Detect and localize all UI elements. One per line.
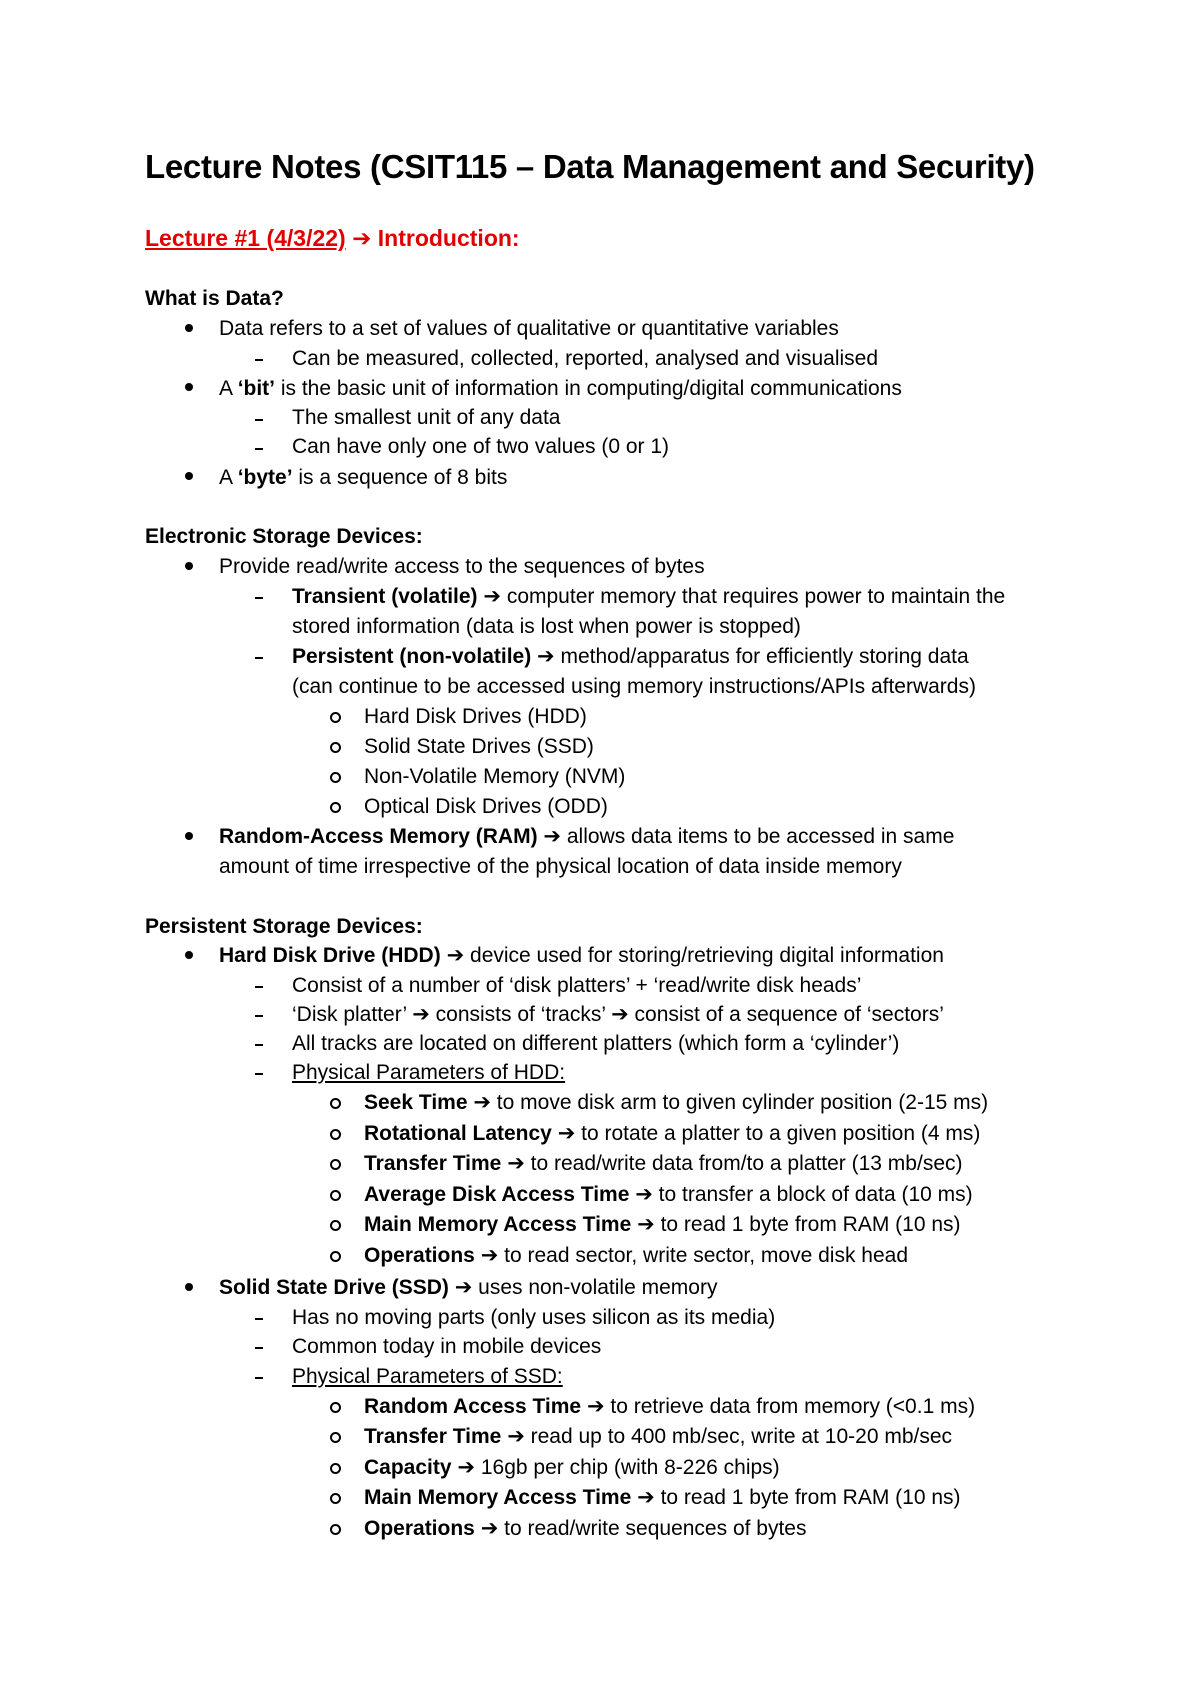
dash-icon [255, 1044, 263, 1046]
circle-bullet-icon [330, 1463, 341, 1474]
arrow-icon: ➔ [412, 1003, 430, 1026]
section-heading-esd: Electronic Storage Devices: [145, 525, 423, 548]
list-item: Hard Disk Drives (HDD) [364, 705, 587, 728]
dash-icon [255, 657, 263, 659]
list-item: Main Memory Access Time ➔ to read 1 byte from RAM (10 ns) [364, 1486, 961, 1509]
list-item: Random Access Time ➔ to retrieve data from memory (<0.1 ms) [364, 1395, 976, 1418]
arrow-icon: ➔ [637, 1486, 655, 1509]
circle-bullet-icon [330, 1524, 341, 1535]
list-item: Can have only one of two values (0 or 1) [292, 435, 670, 458]
arrow-icon: ➔ [473, 1091, 491, 1114]
bullet-icon [185, 324, 193, 332]
section-heading-data: What is Data? [145, 287, 284, 310]
list-item: A ‘byte’ is a sequence of 8 bits [219, 466, 508, 489]
list-item: Capacity ➔ 16gb per chip (with 8-226 chips) [364, 1456, 780, 1479]
circle-bullet-icon [330, 1190, 341, 1201]
list-item: Random-Access Memory (RAM) ➔ allows data items to be accessed in same [219, 825, 955, 848]
circle-bullet-icon [330, 802, 341, 813]
circle-bullet-icon [330, 1159, 341, 1170]
arrow-icon: ➔ [352, 225, 372, 251]
list-item: Hard Disk Drive (HDD) ➔ device used for storing/retrieving digital information [219, 944, 944, 967]
list-item: Persistent (non-volatile) ➔ method/apparatus for efficiently storing data [292, 645, 969, 668]
dash-icon [255, 986, 263, 988]
circle-bullet-icon [330, 1493, 341, 1504]
arrow-icon: ➔ [480, 1244, 499, 1267]
list-item: Rotational Latency ➔ to rotate a platter to a given position (4 ms) [364, 1122, 981, 1145]
circle-bullet-icon [330, 1251, 341, 1262]
bullet-icon [185, 951, 193, 959]
lecture-topic: Introduction: [377, 225, 520, 251]
dash-icon [255, 1015, 263, 1017]
list-item-continued: (can continue to be accessed using memory instructions/APIs afterwards) [292, 675, 976, 698]
dash-icon [255, 1347, 263, 1349]
bullet-icon [185, 1283, 193, 1291]
list-item-continued: stored information (data is lost when power is stopped) [292, 615, 801, 638]
arrow-icon: ➔ [507, 1425, 525, 1448]
arrow-icon: ➔ [611, 1003, 629, 1026]
list-item: Common today in mobile devices [292, 1335, 602, 1358]
list-item: Transient (volatile) ➔ computer memory that requires power to maintain the [292, 585, 1006, 608]
list-item: Solid State Drive (SSD) ➔ uses non-volatile memory [219, 1276, 718, 1299]
arrow-icon: ➔ [586, 1395, 605, 1418]
list-item: Seek Time ➔ to move disk arm to given cylinder position (2-15 ms) [364, 1091, 989, 1114]
list-item: Main Memory Access Time ➔ to read 1 byte from RAM (10 ns) [364, 1213, 961, 1236]
page-title: Lecture Notes (CSIT115 – Data Management and Security) [145, 148, 1035, 185]
lecture-label: Lecture #1 (4/3/22) [145, 225, 346, 251]
dash-icon [255, 597, 263, 599]
dash-icon [255, 1318, 263, 1320]
list-item: Average Disk Access Time ➔ to transfer a block of data (10 ms) [364, 1183, 973, 1206]
list-item: Physical Parameters of SSD: [292, 1365, 563, 1388]
arrow-icon: ➔ [635, 1183, 653, 1206]
list-item: Transfer Time ➔ to read/write data from/to a platter (13 mb/sec) [364, 1152, 963, 1175]
list-item: Operations ➔ to read/write sequences of bytes [364, 1517, 807, 1540]
list-item: All tracks are located on different platters (which form a ‘cylinder’) [292, 1032, 900, 1055]
circle-bullet-icon [330, 1098, 341, 1109]
dash-icon [255, 359, 263, 361]
circle-bullet-icon [330, 1402, 341, 1413]
lecture-heading [145, 225, 520, 252]
circle-bullet-icon [330, 712, 341, 723]
list-item: Optical Disk Drives (ODD) [364, 795, 608, 818]
list-item: The smallest unit of any data [292, 406, 561, 429]
list-item: Operations ➔ to read sector, write sector, move disk head [364, 1244, 909, 1267]
list-item: ‘Disk platter’ ➔ consists of ‘tracks’ ➔ consist of a sequence of ‘sectors’ [292, 1003, 944, 1026]
circle-bullet-icon [330, 1432, 341, 1443]
arrow-icon: ➔ [457, 1456, 475, 1479]
arrow-icon: ➔ [454, 1276, 473, 1299]
bullet-icon [185, 472, 193, 480]
bullet-icon [185, 562, 193, 570]
circle-bullet-icon [330, 742, 341, 753]
circle-bullet-icon [330, 1220, 341, 1231]
arrow-icon: ➔ [637, 1213, 655, 1236]
arrow-icon: ➔ [507, 1152, 525, 1175]
list-item: Can be measured, collected, reported, analysed and visualised [292, 347, 879, 370]
arrow-icon: ➔ [543, 825, 562, 848]
list-item: Data refers to a set of values of qualitative or quantitative variables [219, 317, 839, 340]
list-item: Consist of a number of ‘disk platters’ + ‘read/write disk heads’ [292, 974, 862, 997]
dash-icon [255, 1377, 263, 1379]
arrow-icon: ➔ [446, 944, 465, 967]
dash-icon [255, 419, 263, 421]
list-item: Physical Parameters of HDD: [292, 1061, 566, 1084]
list-item: Transfer Time ➔ read up to 400 mb/sec, write at 10-20 mb/sec [364, 1425, 953, 1448]
list-item: Non-Volatile Memory (NVM) [364, 765, 626, 788]
dash-icon [255, 1073, 263, 1075]
list-item: A ‘bit’ is the basic unit of information in computing/digital communications [219, 377, 902, 400]
arrow-icon: ➔ [483, 585, 501, 608]
dash-icon [255, 448, 263, 450]
section-heading-psd: Persistent Storage Devices: [145, 915, 423, 938]
list-item: Has no moving parts (only uses silicon as its media) [292, 1306, 776, 1329]
arrow-icon: ➔ [557, 1122, 576, 1145]
arrow-icon: ➔ [480, 1517, 499, 1540]
circle-bullet-icon [330, 1129, 341, 1140]
list-item: Solid State Drives (SSD) [364, 735, 594, 758]
arrow-icon: ➔ [537, 645, 555, 668]
bullet-icon [185, 383, 193, 391]
circle-bullet-icon [330, 772, 341, 783]
bullet-icon [185, 832, 193, 840]
list-item: Provide read/write access to the sequences of bytes [219, 555, 705, 578]
list-item-continued: amount of time irrespective of the physical location of data inside memory [219, 855, 902, 878]
